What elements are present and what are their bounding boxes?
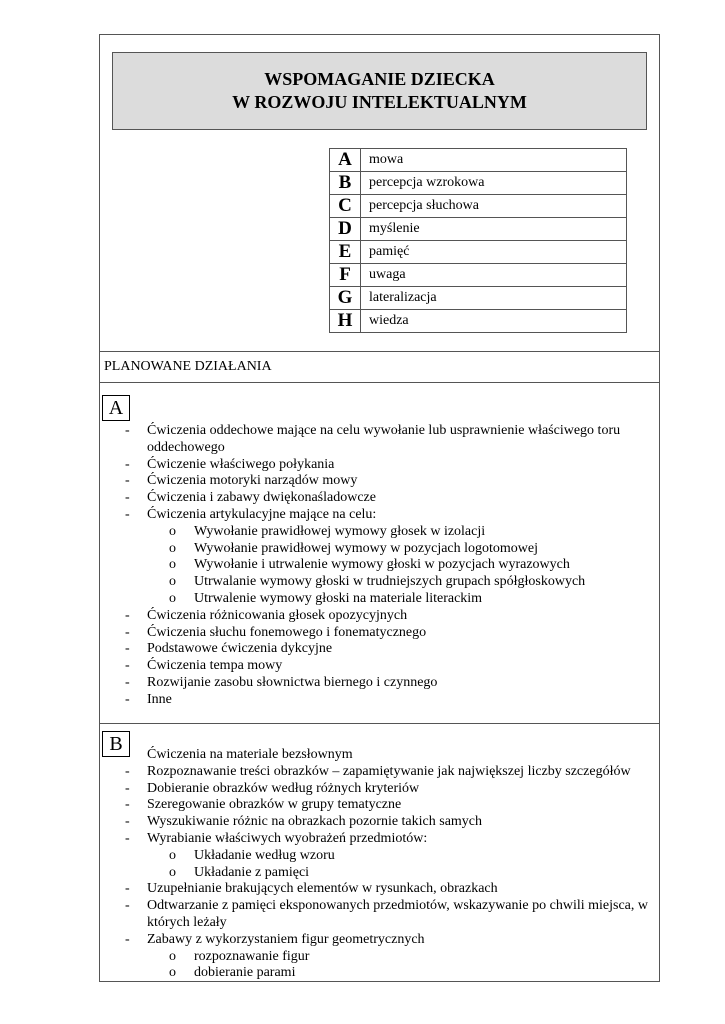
list-item-text: Zabawy z wykorzystaniem figur geometrycznych (147, 931, 425, 947)
plan-heading: PLANOWANE DZIAŁANIA (104, 359, 272, 374)
list-item-text: Uzupełnianie brakujących elementów w rysunkach, obrazkach (147, 881, 498, 897)
legend-letter: B (330, 172, 361, 195)
list-item (99, 473, 660, 490)
list-item (99, 608, 660, 625)
bullet-marker: o (169, 590, 176, 606)
list-item (99, 591, 660, 608)
bullet-marker: - (125, 456, 130, 472)
bullet-marker: - (125, 763, 130, 779)
list-item (99, 625, 660, 642)
list-item-text: rozpoznawanie figur (194, 948, 310, 964)
list-item (99, 881, 660, 898)
legend-letter: G (330, 287, 361, 310)
section-a-letter: A (102, 395, 130, 421)
list-item-text: Ćwiczenia oddechowe mające na celu wywołanie lub usprawnienie właściwego toru oddechowego (147, 423, 621, 455)
list-item-text: Ćwiczenia tempa mowy (147, 658, 283, 674)
bullet-marker: o (169, 948, 176, 964)
list-item-text: Inne (147, 691, 172, 707)
list-item-text: Ćwiczenia na materiale bezsłownym (147, 747, 353, 762)
section-b-list (99, 747, 660, 982)
legend-row (330, 195, 627, 218)
list-item (99, 797, 660, 814)
bullet-marker: - (125, 674, 130, 690)
list-item-text: Utrwalanie wymowy głoski w trudniejszych grupach spółgłoskowych (194, 574, 586, 590)
legend-letter: F (330, 264, 361, 287)
bullet-marker: o (169, 574, 176, 590)
list-item (99, 831, 660, 848)
list-item-text: Szeregowanie obrazków w grupy tematyczne (147, 797, 402, 813)
list-item-text: Ćwiczenia i zabawy dwiękonaśladowcze (147, 490, 376, 506)
list-item-text: Wywołanie prawidłowej wymowy głosek w izolacji (194, 523, 486, 539)
bullet-marker: o (169, 540, 176, 556)
legend-row (330, 149, 627, 172)
page-title (112, 52, 647, 130)
list-item (99, 574, 660, 591)
list-item (99, 848, 660, 865)
bullet-marker: - (125, 898, 130, 914)
legend-row (330, 172, 627, 195)
list-item (99, 949, 660, 966)
legend-label: wiedza (361, 310, 627, 333)
bullet-marker: - (125, 423, 130, 438)
bullet-marker: - (125, 780, 130, 796)
bullet-marker: - (125, 814, 130, 830)
legend-row (330, 287, 627, 310)
list-item (99, 423, 660, 457)
bullet-marker: - (125, 641, 130, 657)
list-item (99, 898, 660, 932)
list-item-text: dobieranie parami (194, 965, 296, 981)
list-item-text: Wyrabianie właściwych wyobrażeń przedmiotów: (147, 830, 428, 846)
legend-row (330, 264, 627, 287)
list-item (99, 641, 660, 658)
list-item (99, 490, 660, 507)
legend-row (330, 310, 627, 333)
legend-letter: D (330, 218, 361, 241)
list-item-text: Wywołanie prawidłowej wymowy w pozycjach logotomowej (194, 540, 539, 556)
bullet-marker: - (125, 797, 130, 813)
legend-label: percepcja wzrokowa (361, 172, 627, 195)
bullet-marker: - (125, 658, 130, 674)
list-item-text: Rozpoznawanie treści obrazków – zapamiętywanie jak największej liczby szczegółów (147, 763, 631, 779)
legend-label: lateralizacja (361, 287, 627, 310)
legend-row (330, 241, 627, 264)
bullet-marker: o (169, 864, 176, 880)
list-item (99, 747, 660, 764)
title-line-2: W ROZWOJU INTELEKTUALNYM (232, 92, 527, 112)
list-item (99, 524, 660, 541)
list-item (99, 457, 660, 474)
legend-row (330, 218, 627, 241)
bullet-marker: o (169, 557, 176, 573)
list-item-text: Ćwiczenia motoryki narządów mowy (147, 473, 358, 489)
list-item-text: Ćwiczenia różnicowania głosek opozycyjnych (147, 607, 408, 623)
list-item-text: Ćwiczenia słuchu fonemowego i fonematycznego (147, 624, 427, 640)
list-item-text: Dobieranie obrazków według różnych kryteriów (147, 780, 420, 796)
list-item-text: Ćwiczenia artykulacyjne mające na celu: (147, 506, 377, 522)
title-line-1: WSPOMAGANIE DZIECKA (264, 69, 495, 89)
legend-letter: E (330, 241, 361, 264)
bullet-marker: - (125, 881, 130, 897)
bullet-marker: o (169, 847, 176, 863)
list-item (99, 865, 660, 882)
legend-letter: H (330, 310, 361, 333)
list-item-text: Układanie z pamięci (194, 864, 310, 880)
list-item-text: Odtwarzanie z pamięci eksponowanych przedmiotów, wskazywanie po chwili miejsca, w których leżały (147, 898, 648, 930)
list-item (99, 541, 660, 558)
legend-letter: A (330, 149, 361, 172)
bullet-marker: o (169, 965, 176, 981)
list-item-text: Podstawowe ćwiczenia dykcyjne (147, 641, 333, 657)
bullet-marker: - (125, 830, 130, 846)
list-item-text: Rozwijanie zasobu słownictwa biernego i czynnego (147, 674, 438, 690)
bullet-marker: o (169, 523, 176, 539)
list-item (99, 658, 660, 675)
list-item-text: Wyszukiwanie różnic na obrazkach pozornie takich samych (147, 814, 483, 830)
section-a-list (99, 423, 660, 709)
list-item (99, 692, 660, 709)
list-item (99, 557, 660, 574)
list-item-text: Wywołanie i utrwalenie wymowy głoski w pozycjach wyrazowych (194, 557, 570, 573)
legend-letter: C (330, 195, 361, 218)
legend-label: pamięć (361, 241, 627, 264)
divider (99, 351, 660, 352)
list-item (99, 932, 660, 949)
list-item (99, 507, 660, 524)
legend-label: uwaga (361, 264, 627, 287)
legend-label: percepcja słuchowa (361, 195, 627, 218)
list-item (99, 814, 660, 831)
bullet-marker: - (125, 506, 130, 522)
list-item (99, 965, 660, 982)
bullet-marker: - (125, 624, 130, 640)
legend-label: myślenie (361, 218, 627, 241)
list-item-text: Układanie według wzoru (194, 847, 335, 863)
legend-label: mowa (361, 149, 627, 172)
bullet-marker: - (125, 931, 130, 947)
bullet-marker: - (125, 490, 130, 506)
bullet-marker: - (125, 473, 130, 489)
divider (99, 382, 660, 383)
bullet-marker: - (125, 607, 130, 623)
section-b-letter: B (102, 731, 130, 757)
bullet-marker: - (125, 691, 130, 707)
divider (99, 723, 660, 724)
list-item-text: Utrwalenie wymowy głoski na materiale literackim (194, 590, 483, 606)
list-item (99, 764, 660, 781)
list-item (99, 675, 660, 692)
legend-table (329, 148, 627, 333)
list-item (99, 781, 660, 798)
list-item-text: Ćwiczenie właściwego połykania (147, 456, 335, 472)
